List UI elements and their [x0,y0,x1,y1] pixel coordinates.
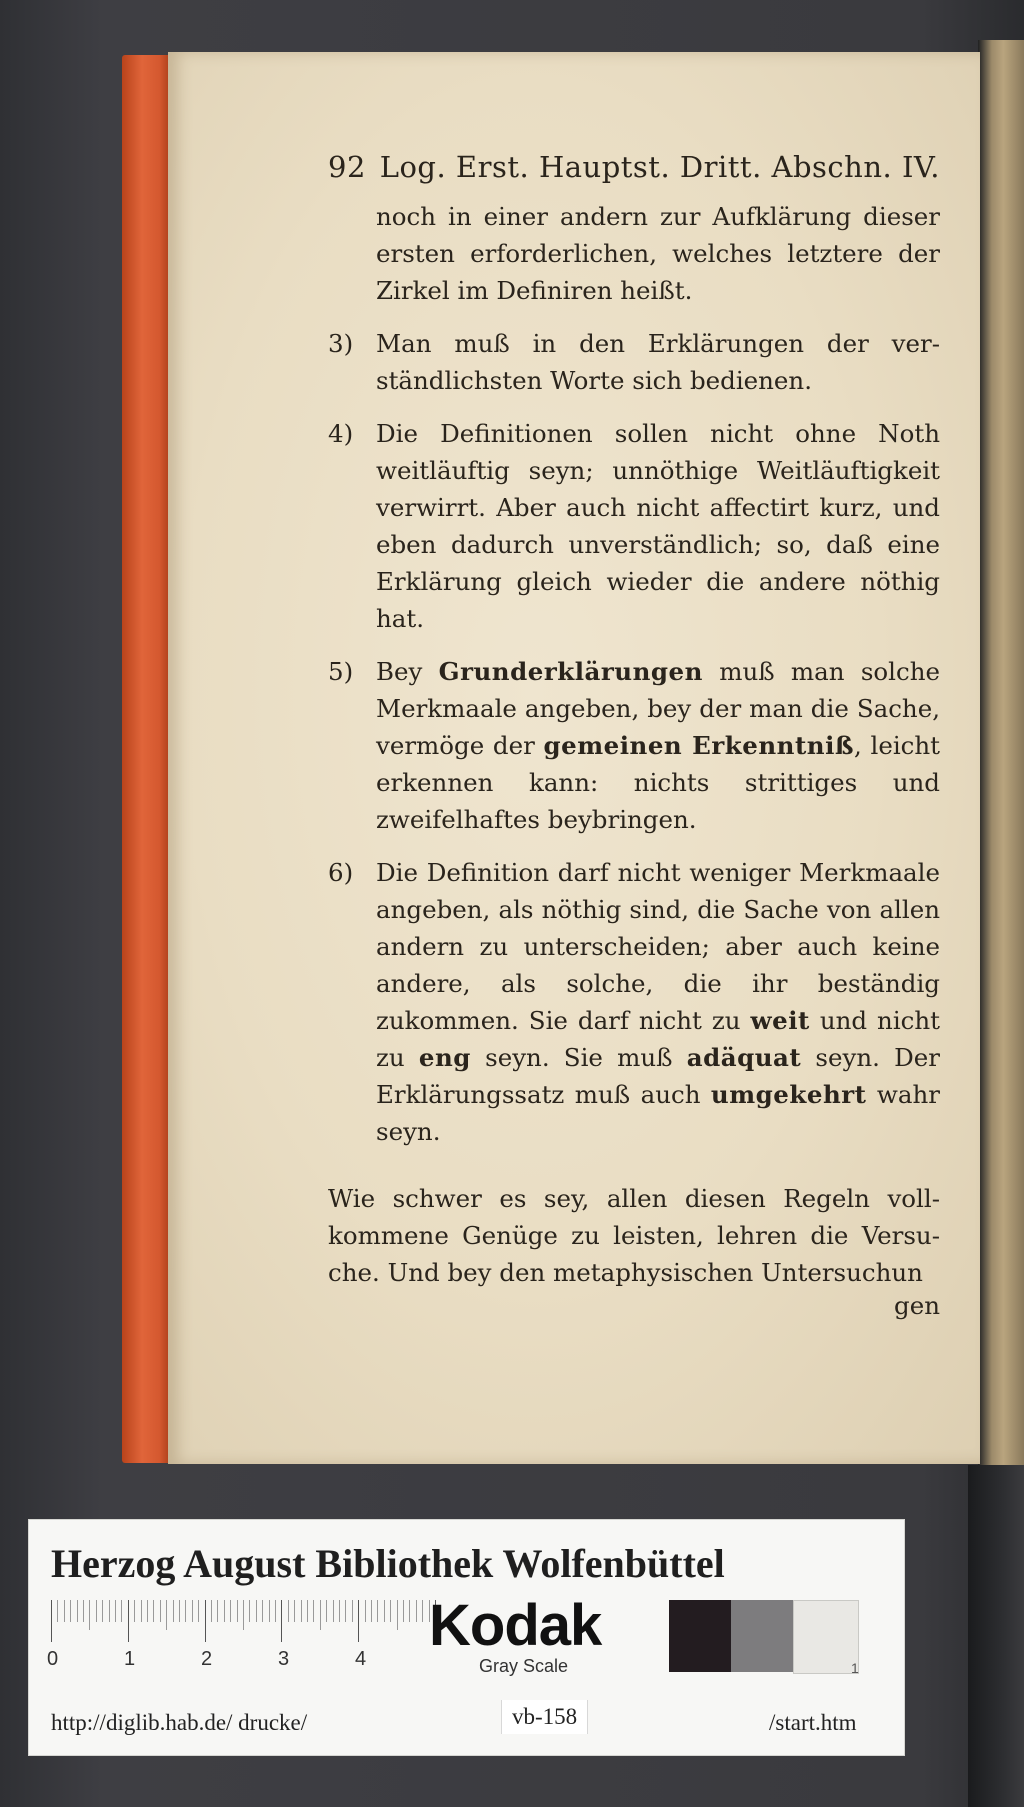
ruler-tick [89,1600,90,1630]
ruler-tick [320,1600,321,1630]
ruler-tick [179,1600,180,1622]
ruler-tick [288,1600,289,1622]
ruler-tick [377,1600,378,1622]
emphasized-term: adäquat [686,1043,802,1072]
ruler-tick [224,1600,225,1622]
rule-item [328,325,940,399]
ruler-tick [249,1600,250,1622]
book-page [168,52,980,1464]
ruler-tick [409,1600,410,1622]
rule-text: und nicht zu [376,1006,940,1072]
next-page-edge [978,40,1024,1470]
ruler-tick [230,1600,231,1622]
rule-text: Die Definitionen sollen nicht ohne Noth weitläuftig seyn; unnöthige Weitläuftigkeit verwirrt. Aber auch nicht affectirt kurz, und eben dadurch unverständlich; so, daß eine Erklärung gleich wieder die andere nöthig hat. [376,419,940,633]
rule-text: seyn. Der Erklärungssatz muß auch [376,1043,940,1109]
ruler-number: 0 [47,1648,59,1670]
page-number: 92 [328,150,366,184]
rule-item [328,854,940,1150]
swatch-number: 1 [851,1660,859,1676]
ruler-tick [83,1600,84,1622]
closing-paragraph: Wie schwer es sey, allen diesen Regeln vollkommene Genüge zu leisten, lehren die Versuche. Und bey den metaphysischen Untersuchun [328,1184,940,1287]
ruler-tick [134,1600,135,1622]
library-name: Herzog August Bibliothek Wolfenbüttel [51,1541,725,1586]
ruler-tick [147,1600,148,1622]
url-left: http://diglib.hab.de/ drucke/ [51,1710,308,1735]
rule-number: 6) [328,858,354,887]
ruler-tick [160,1600,161,1622]
ruler-tick [262,1600,263,1622]
ruler-tick [243,1600,244,1630]
ruler-tick [205,1600,206,1642]
ruler-tick [345,1600,346,1622]
ruler-tick [64,1600,65,1622]
ruler-tick [109,1600,110,1622]
ruler-tick [115,1600,116,1622]
rule-number: 4) [328,419,354,448]
ruler-tick [198,1600,199,1622]
scale-ruler [51,1600,441,1642]
continuation-paragraph: noch in einer andern zur Aufklärung dieser ersten erforderlichen, welches letztere der Zirkel im Definiren heißt. [376,202,940,305]
ruler-tick [256,1600,257,1622]
ruler-tick [294,1600,295,1622]
running-head-title: Log. Erst. Hauptst. Dritt. Abschn. IV. [379,150,940,184]
ruler-tick [96,1600,97,1622]
ruler-tick [269,1600,270,1622]
ruler-tick [326,1600,327,1622]
ruler-tick [192,1600,193,1622]
rules-list [328,325,940,1150]
ruler-tick [333,1600,334,1622]
ruler-tick [51,1600,52,1642]
ruler-tick [57,1600,58,1622]
rule-text: , leicht erkennen kann: nichts strittiges und zweifelhaftes beybringen. [376,731,941,834]
ruler-number: 2 [201,1648,213,1670]
ruler-numbers [47,1648,447,1672]
ruler-tick [390,1600,391,1622]
rule-text: wahr seyn. [376,1080,940,1146]
red-page-edges [122,55,172,1463]
ruler-tick [128,1600,129,1642]
ruler-tick [70,1600,71,1622]
rule-item [328,653,940,838]
rule-text: muß man solche Merkmaale angeben, bey der man die Sache, vermöge der [376,657,940,760]
swatch-light [793,1600,859,1674]
emphasized-term: weit [750,1006,810,1035]
rule-text: Man muß in den Erklärungen der verständlichsten Worte sich bedienen. [376,329,940,395]
ruler-tick [397,1600,398,1630]
ruler-number: 3 [278,1648,290,1670]
ruler-tick [352,1600,353,1622]
ruler-tick [403,1600,404,1622]
emphasized-term: umgekehrt [710,1080,867,1109]
rule-number: 3) [328,329,354,358]
ruler-tick [141,1600,142,1622]
ruler-tick [281,1600,282,1642]
book-spine-lower [968,1465,1024,1807]
ruler-tick [102,1600,103,1622]
ruler-tick [211,1600,212,1622]
swatch-dark [669,1600,731,1672]
ruler-tick [422,1600,423,1622]
ruler-tick [166,1600,167,1630]
ruler-tick [416,1600,417,1622]
ruler-tick [384,1600,385,1622]
ruler-number: 4 [355,1648,367,1670]
ruler-tick [301,1600,302,1622]
rule-item [328,415,940,637]
color-target-card [28,1519,905,1756]
ruler-tick [173,1600,174,1622]
ruler-tick [371,1600,372,1622]
ruler-tick [365,1600,366,1622]
catchword: gen [894,1291,940,1320]
ruler-tick [313,1600,314,1622]
call-number: vb-158 [501,1700,588,1734]
ruler-tick [358,1600,359,1642]
ruler-tick [275,1600,276,1622]
ruler-tick [217,1600,218,1622]
ruler-tick [339,1600,340,1622]
ruler-tick [185,1600,186,1622]
emphasized-term: gemeinen Erkenntniß [543,731,855,760]
swatch-mid [731,1600,793,1672]
emphasized-term: Grunderklärungen [438,657,703,686]
ruler-number: 1 [124,1648,136,1670]
rule-number: 5) [328,657,354,686]
gray-scale-label: Gray Scale [479,1656,569,1676]
ruler-tick [153,1600,154,1622]
emphasized-term: eng [418,1043,471,1072]
running-head [328,150,940,184]
page-text-block [328,150,940,1320]
rule-text: Bey [376,657,439,686]
ruler-tick [77,1600,78,1622]
ruler-tick [237,1600,238,1622]
kodak-logo: Kodak [429,1593,602,1658]
url-right: /start.htm [769,1710,857,1735]
rule-text: Die Definition darf nicht weniger Merkmaale angeben, als nöthig sind, die Sache von allen andern zu unterscheiden; aber auch keine andere, als solche, die ihr beständig zukommen. Sie darf nicht zu [376,858,940,1035]
ruler-tick [121,1600,122,1622]
rule-text: seyn. Sie muß [470,1043,687,1072]
ruler-tick [307,1600,308,1622]
